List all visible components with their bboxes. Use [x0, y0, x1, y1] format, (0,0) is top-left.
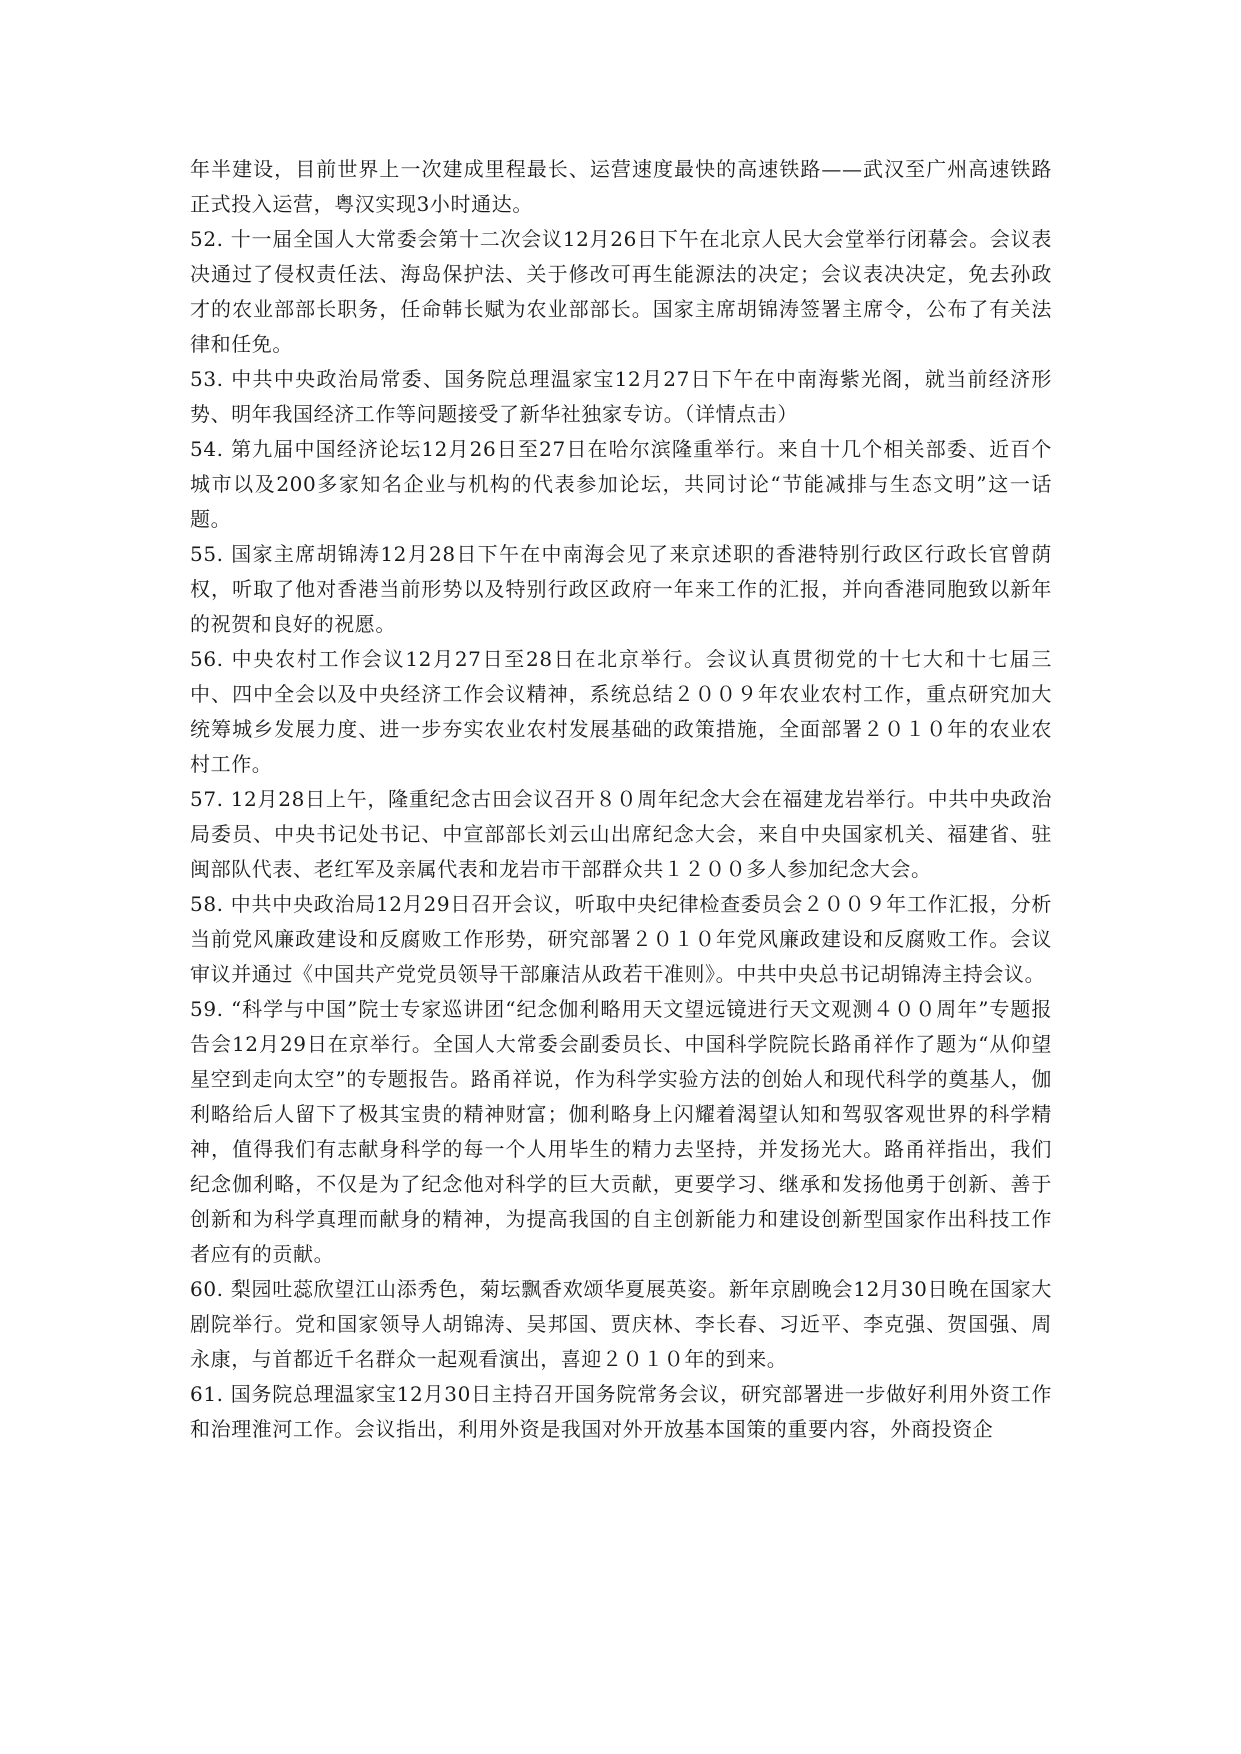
paragraph-item-58: 58. 中共中央政治局12月29日召开会议，听取中央纪律检查委员会２００９年工作汇报，分析当前党风廉政建设和反腐败工作形势，研究部署２０１０年党风廉政建设和反腐败工作。会议审议并通过《中国共产党党员领导干部廉洁从政若干准则》。中共中央总书记胡锦涛主持会议。	[190, 892, 1052, 986]
paragraph-item-54: 54. 第九届中国经济论坛12月26日至27日在哈尔滨隆重举行。来自十几个相关部委、近百个城市以及200多家知名企业与机构的代表参加论坛，共同讨论“节能减排与生态文明”这一话题。	[190, 437, 1052, 531]
paragraph-item-60: 60. 梨园吐蕊欣望江山添秀色，菊坛飘香欢颂华夏展英姿。新年京剧晚会12月30日晚在国家大剧院举行。党和国家领导人胡锦涛、吴邦国、贾庆林、李长春、习近平、李克强、贺国强、周永康，与首都近千名群众一起观看演出，喜迎２０１０年的到来。	[190, 1277, 1052, 1371]
paragraph-item-56: 56. 中央农村工作会议12月27日至28日在北京举行。会议认真贯彻党的十七大和十七届三中、四中全会以及中央经济工作会议精神，系统总结２００９年农业农村工作，重点研究加大统筹城乡发展力度、进一步夯实农业农村发展基础的政策措施，全面部署２０１０年的农业农村工作。	[190, 647, 1052, 776]
document-page	[190, 152, 1052, 1447]
paragraph-item-53: 53. 中共中央政治局常委、国务院总理温家宝12月27日下午在中南海紫光阁，就当前经济形势、明年我国经济工作等问题接受了新华社独家专访。（详情点击）	[190, 367, 1052, 426]
paragraph-item-55: 55. 国家主席胡锦涛12月28日下午在中南海会见了来京述职的香港特别行政区行政长官曾荫权，听取了他对香港当前形势以及特别行政区政府一年来工作的汇报，并向香港同胞致以新年的祝贺和良好的祝愿。	[190, 542, 1052, 636]
paragraph-item-61: 61. 国务院总理温家宝12月30日主持召开国务院常务会议，研究部署进一步做好利用外资工作和治理淮河工作。会议指出，利用外资是我国对外开放基本国策的重要内容，外商投资企	[190, 1382, 1052, 1441]
paragraph-item-57: 57. 12月28日上午，隆重纪念古田会议召开８０周年纪念大会在福建龙岩举行。中共中央政治局委员、中央书记处书记、中宣部部长刘云山出席纪念大会，来自中央国家机关、福建省、驻闽部队代表、老红军及亲属代表和龙岩市干部群众共１２００多人参加纪念大会。	[190, 787, 1052, 881]
paragraph-item-52: 52. 十一届全国人大常委会第十二次会议12月26日下午在北京人民大会堂举行闭幕会。会议表决通过了侵权责任法、海岛保护法、关于修改可再生能源法的决定；会议表决决定，免去孙政才的农业部部长职务，任命韩长赋为农业部部长。国家主席胡锦涛签署主席令，公布了有关法律和任免。	[190, 227, 1052, 356]
paragraph-item-59: 59. “科学与中国”院士专家巡讲团“纪念伽利略用天文望远镜进行天文观测４００周年”专题报告会12月29日在京举行。全国人大常委会副委员长、中国科学院院长路甬祥作了题为“从仰望星空到走向太空”的专题报告。路甬祥说，作为科学实验方法的创始人和现代科学的奠基人，伽利略给后人留下了极其宝贵的精神财富；伽利略身上闪耀着渴望认知和驾驭客观世界的科学精神，值得我们有志献身科学的每一个人用毕生的精力去坚持，并发扬光大。路甬祥指出，我们纪念伽利略，不仅是为了纪念他对科学的巨大贡献，更要学习、继承和发扬他勇于创新、善于创新和为科学真理而献身的精神，为提高我国的自主创新能力和建设创新型国家作出科技工作者应有的贡献。	[190, 997, 1052, 1266]
paragraph-continuation: 年半建设，目前世界上一次建成里程最长、运营速度最快的高速铁路——武汉至广州高速铁路正式投入运营，粤汉实现3小时通达。	[190, 157, 1052, 216]
